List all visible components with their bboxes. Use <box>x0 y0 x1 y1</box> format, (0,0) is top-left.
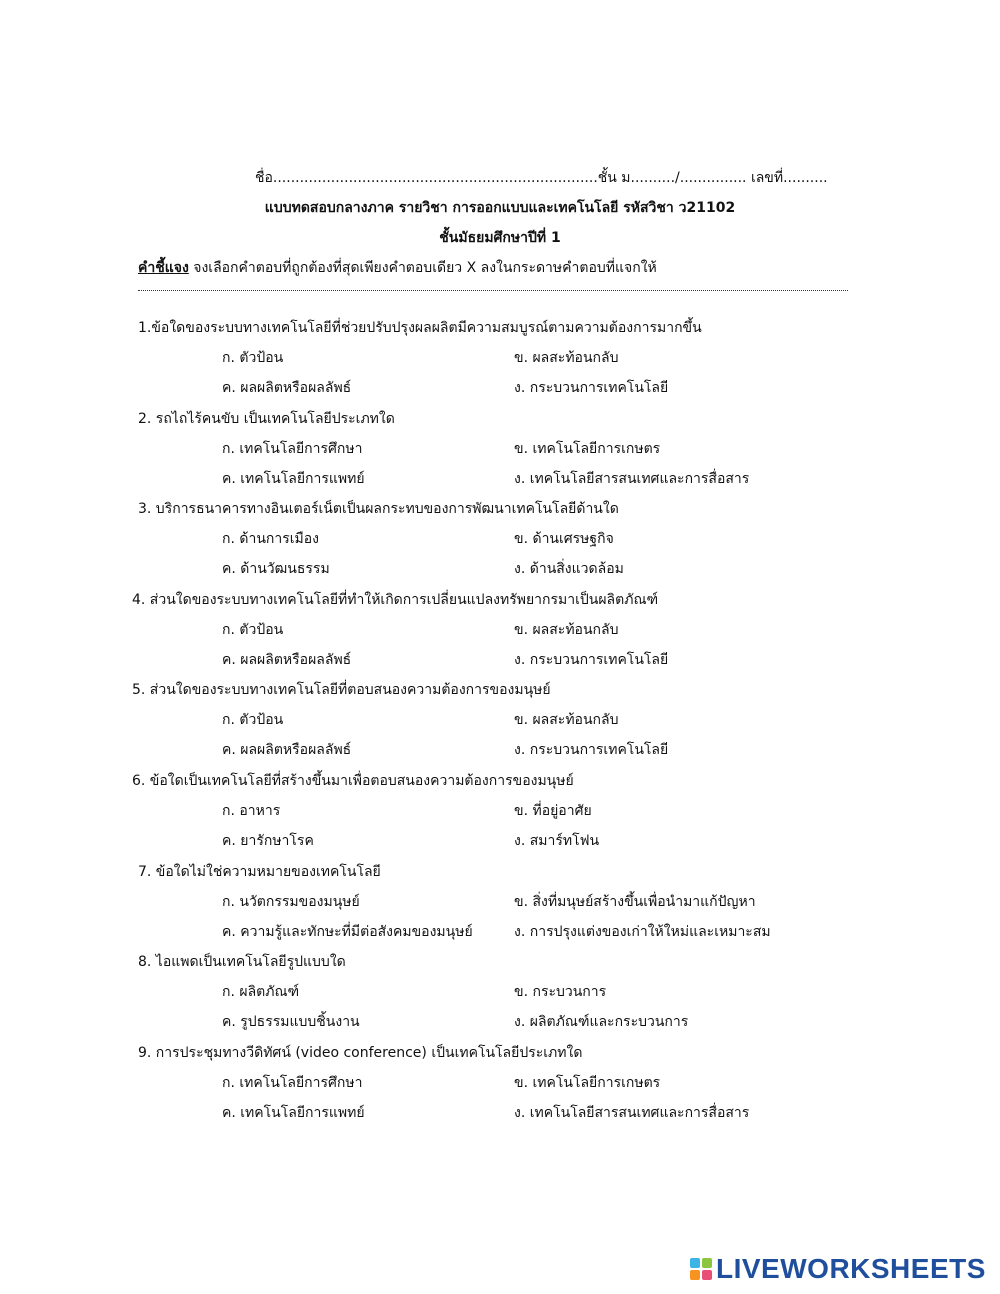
question-4-option-d: ง. กระบวนการเทคโนโลยี <box>514 652 669 668</box>
question-6-option-a: ก. อาหาร <box>222 803 281 819</box>
question-3-option-a: ก. ด้านการเมือง <box>222 531 320 547</box>
logo-square-3 <box>690 1270 700 1280</box>
question-6-option-c: ค. ยารักษาโรค <box>222 833 314 849</box>
question-8-option-d: ง. ผลิตภัณฑ์และกระบวนการ <box>514 1014 689 1030</box>
question-4-option-b: ข. ผลสะท้อนกลับ <box>514 622 619 638</box>
name-line: ชื่อ.........................................................................ชั้น ม........../............... เลขที่.......... <box>255 170 828 186</box>
logo-text: LIVEWORKSHEETS <box>716 1253 986 1284</box>
question-1-text: 1.ข้อใดของระบบทางเทคโนโลยีที่ช่วยปรับปรุงผลผลิตมีความสมบูรณ์ตามความต้องการมากขึ้น <box>138 320 702 336</box>
question-3-text: 3. บริการธนาคารทางอินเตอร์เน็ตเป็นผลกระทบของการพัฒนาเทคโนโลยีด้านใด <box>138 501 619 517</box>
question-1-option-c: ค. ผลผลิตหรือผลลัพธ์ <box>222 380 352 396</box>
question-7-text: 7. ข้อใดไม่ใช่ความหมายของเทคโนโลยี <box>138 864 381 880</box>
question-7-option-d: ง. การปรุงแต่งของเก่าให้ใหม่และเหมาะสม <box>514 924 771 940</box>
question-9-text: 9. การประชุมทางวีดิทัศน์ (video conference) เป็นเทคโนโลยีประเภทใด <box>138 1045 583 1061</box>
question-9-option-d: ง. เทคโนโลยีสารสนเทศและการสื่อสาร <box>514 1105 750 1121</box>
question-9-option-a: ก. เทคโนโลยีการศึกษา <box>222 1075 363 1091</box>
question-5-option-d: ง. กระบวนการเทคโนโลยี <box>514 742 669 758</box>
question-4-text: 4. ส่วนใดของระบบทางเทคโนโลยีที่ทำให้เกิดการเปลี่ยนแปลงทรัพยากรมาเป็นผลิตภัณฑ์ <box>132 592 659 608</box>
question-3-option-b: ข. ด้านเศรษฐกิจ <box>514 531 614 547</box>
question-4-option-a: ก. ตัวป้อน <box>222 622 284 638</box>
question-2-option-a: ก. เทคโนโลยีการศึกษา <box>222 441 363 457</box>
question-2-option-c: ค. เทคโนโลยีการแพทย์ <box>222 471 365 487</box>
question-8-text: 8. ไอแพดเป็นเทคโนโลยีรูปแบบใด <box>138 954 346 970</box>
question-1-option-a: ก. ตัวป้อน <box>222 350 284 366</box>
question-5-option-a: ก. ตัวป้อน <box>222 712 284 728</box>
question-1-option-d: ง. กระบวนการเทคโนโลยี <box>514 380 669 396</box>
logo-icon <box>690 1258 712 1280</box>
question-9-option-c: ค. เทคโนโลยีการแพทย์ <box>222 1105 365 1121</box>
liveworksheets-logo <box>690 1254 986 1284</box>
question-3-option-d: ง. ด้านสิ่งแวดล้อม <box>514 561 624 577</box>
question-9-option-b: ข. เทคโนโลยีการเกษตร <box>514 1075 661 1091</box>
dotted-divider <box>138 290 848 292</box>
logo-square-2 <box>702 1258 712 1268</box>
question-7-option-c: ค. ความรู้และทักษะที่มีต่อสังคมของมนุษย์ <box>222 924 473 940</box>
question-7-option-a: ก. นวัตกรรมของมนุษย์ <box>222 894 360 910</box>
instructions <box>138 258 657 278</box>
instruction-label: คำชี้แจง <box>138 260 189 276</box>
question-4-option-c: ค. ผลผลิตหรือผลลัพธ์ <box>222 652 352 668</box>
question-6-text: 6. ข้อใดเป็นเทคโนโลยีที่สร้างขึ้นมาเพื่อตอบสนองความต้องการของมนุษย์ <box>132 773 574 789</box>
logo-square-4 <box>702 1270 712 1280</box>
question-8-option-a: ก. ผลิตภัณฑ์ <box>222 984 300 1000</box>
question-8-option-c: ค. รูปธรรมแบบชิ้นงาน <box>222 1014 360 1030</box>
question-2-option-b: ข. เทคโนโลยีการเกษตร <box>514 441 661 457</box>
exam-title: แบบทดสอบกลางภาค รายวิชา การออกแบบและเทคโนโลยี รหัสวิชา ว21102 <box>264 200 736 216</box>
question-5-text: 5. ส่วนใดของระบบทางเทคโนโลยีที่ตอบสนองความต้องการของมนุษย์ <box>132 682 551 698</box>
question-2-option-d: ง. เทคโนโลยีสารสนเทศและการสื่อสาร <box>514 471 750 487</box>
question-7-option-b: ข. สิ่งที่มนุษย์สร้างขึ้นเพื่อนำมาแก้ปัญหา <box>514 894 756 910</box>
instruction-text: จงเลือกคำตอบที่ถูกต้องที่สุดเพียงคำตอบเดียว X ลงในกระดาษคำตอบที่แจกให้ <box>188 260 657 276</box>
question-2-text: 2. รถไถไร้คนขับ เป็นเทคโนโลยีประเภทใด <box>138 411 395 427</box>
question-6-option-d: ง. สมาร์ทโฟน <box>514 833 600 849</box>
question-5-option-b: ข. ผลสะท้อนกลับ <box>514 712 619 728</box>
exam-subtitle: ชั้นมัธยมศึกษาปีที่ 1 <box>439 230 561 246</box>
question-8-option-b: ข. กระบวนการ <box>514 984 607 1000</box>
question-5-option-c: ค. ผลผลิตหรือผลลัพธ์ <box>222 742 352 758</box>
question-3-option-c: ค. ด้านวัฒนธรรม <box>222 561 330 577</box>
question-6-option-b: ข. ที่อยู่อาศัย <box>514 803 592 819</box>
logo-square-1 <box>690 1258 700 1268</box>
question-1-option-b: ข. ผลสะท้อนกลับ <box>514 350 619 366</box>
